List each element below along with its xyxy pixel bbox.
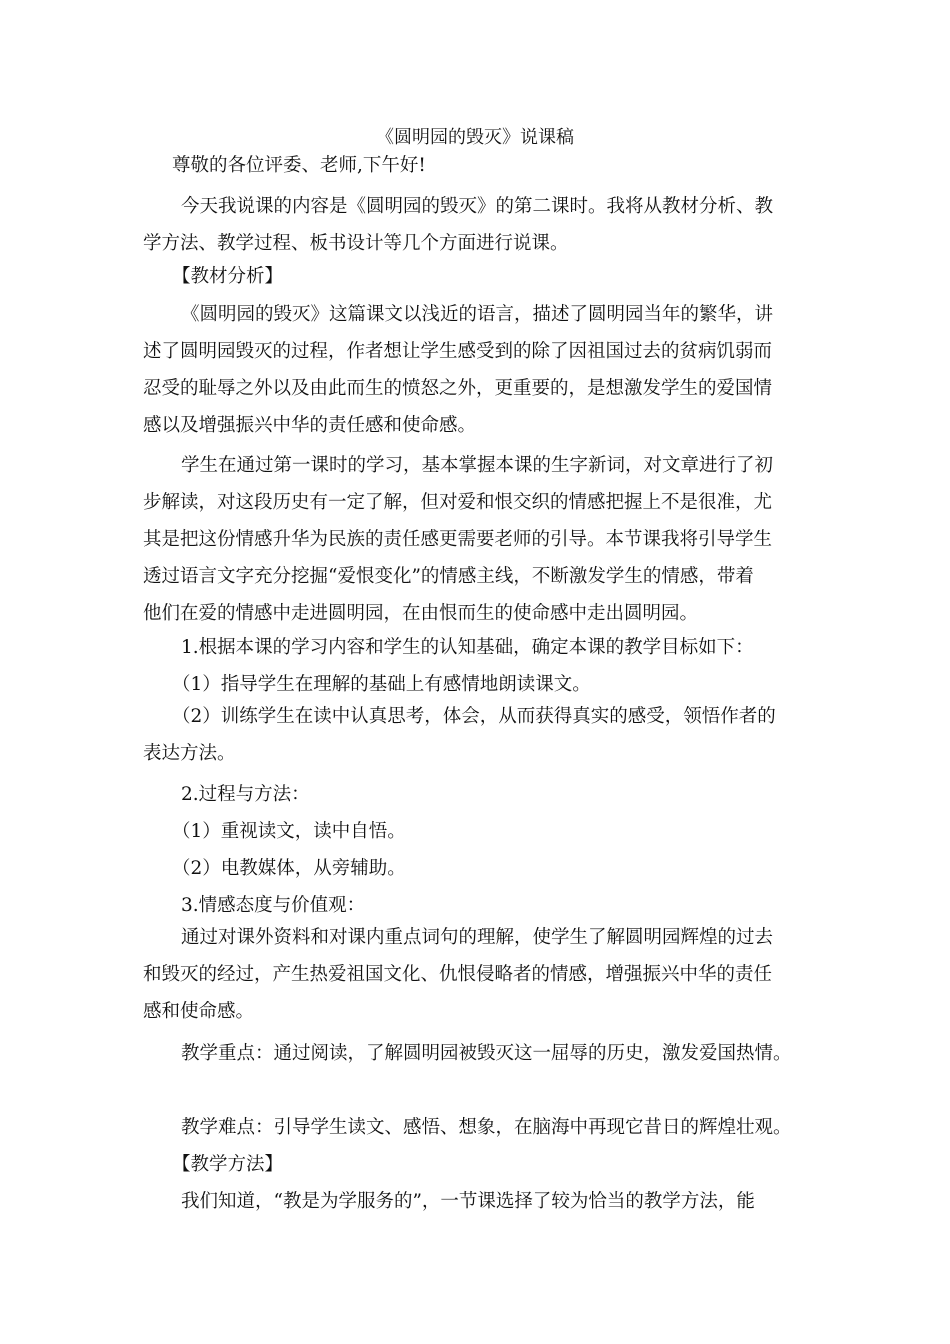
intro-paragraph xyxy=(143,188,808,262)
text-line: 今天我说课的内容是《圆明园的毁灭》的第二课时。我将从教材分析、教 xyxy=(181,196,774,217)
material-paragraph-1 xyxy=(143,296,808,444)
text-line: 学方法、教学过程、板书设计等几个方面进行说课。 xyxy=(143,233,569,254)
method-paragraph-1: 我们知道，“教是为学服务的”，一节课选择了较为恰当的教学方法，能 xyxy=(181,1191,755,1212)
difficulty: 教学难点：引导学生读文、感悟、想象，在脑海中再现它昔日的辉煌壮观。 xyxy=(181,1117,792,1138)
material-paragraph-2 xyxy=(143,447,808,632)
goal-2-item-1: （1）重视读文，读中自悟。 xyxy=(172,821,406,842)
document-title: 《圆明园的毁灭》说课稿 xyxy=(376,127,574,148)
text-line: 忍受的耻辱之外以及由此而生的愤怒之外，更重要的，是想激发学生的爱国情 xyxy=(143,378,773,399)
text-line: 步解读，对这段历史有一定了解，但对爱和恨交织的情感把握上不是很准，尤 xyxy=(143,492,773,513)
goal-3-paragraph xyxy=(143,919,808,1030)
greeting: 尊敬的各位评委、老师,下午好! xyxy=(172,155,426,176)
text-line: 透过语言文字充分挖掘“爱恨变化”的情感主线，不断激发学生的情感，带着 xyxy=(143,566,754,587)
text-line: 学生在通过第一课时的学习，基本掌握本课的生字新词，对文章进行了初 xyxy=(181,455,774,476)
text-line: （2）训练学生在读中认真思考，体会，从而获得真实的感受，领悟作者的 xyxy=(172,706,776,727)
goal-1-item-1: （1）指导学生在理解的基础上有感情地朗读课文。 xyxy=(172,674,591,695)
goal-3-heading: 3.情感态度与价值观： xyxy=(181,895,366,916)
text-line: 《圆明园的毁灭》这篇课文以浅近的语言，描述了圆明园当年的繁华，讲 xyxy=(181,304,774,325)
text-line: 他们在爱的情感中走进圆明园，在由恨而生的使命感中走出圆明园。 xyxy=(143,603,699,624)
goal-1-heading: 1.根据本课的学习内容和学生的认知基础，确定本课的教学目标如下： xyxy=(181,637,754,658)
goal-2-item-2: （2）电教媒体，从旁辅助。 xyxy=(172,858,406,879)
goal-2-heading: 2.过程与方法： xyxy=(181,784,310,805)
text-line: 表达方法。 xyxy=(143,743,236,764)
text-line: 其是把这份情感升华为民族的责任感更需要老师的引导。本节课我将引导学生 xyxy=(143,529,773,550)
text-line: 和毁灭的经过，产生热爱祖国文化、仇恨侵略者的情感，增强振兴中华的责任 xyxy=(143,964,773,985)
text-line: 述了圆明园毁灭的过程，作者想让学生感受到的除了因祖国过去的贫病饥弱而 xyxy=(143,341,773,362)
section-heading-method: 【教学方法】 xyxy=(172,1154,284,1175)
text-line: 感以及增强振兴中华的责任感和使命感。 xyxy=(143,415,477,436)
text-line: 感和使命感。 xyxy=(143,1001,255,1022)
goal-1-item-2 xyxy=(143,698,808,772)
text-line: 通过对课外资料和对课内重点词句的理解，使学生了解圆明园辉煌的过去 xyxy=(181,927,774,948)
section-heading-material: 【教材分析】 xyxy=(172,266,284,287)
key-point: 教学重点：通过阅读，了解圆明园被毁灭这一屈辱的历史，激发爱国热情。 xyxy=(181,1043,792,1064)
